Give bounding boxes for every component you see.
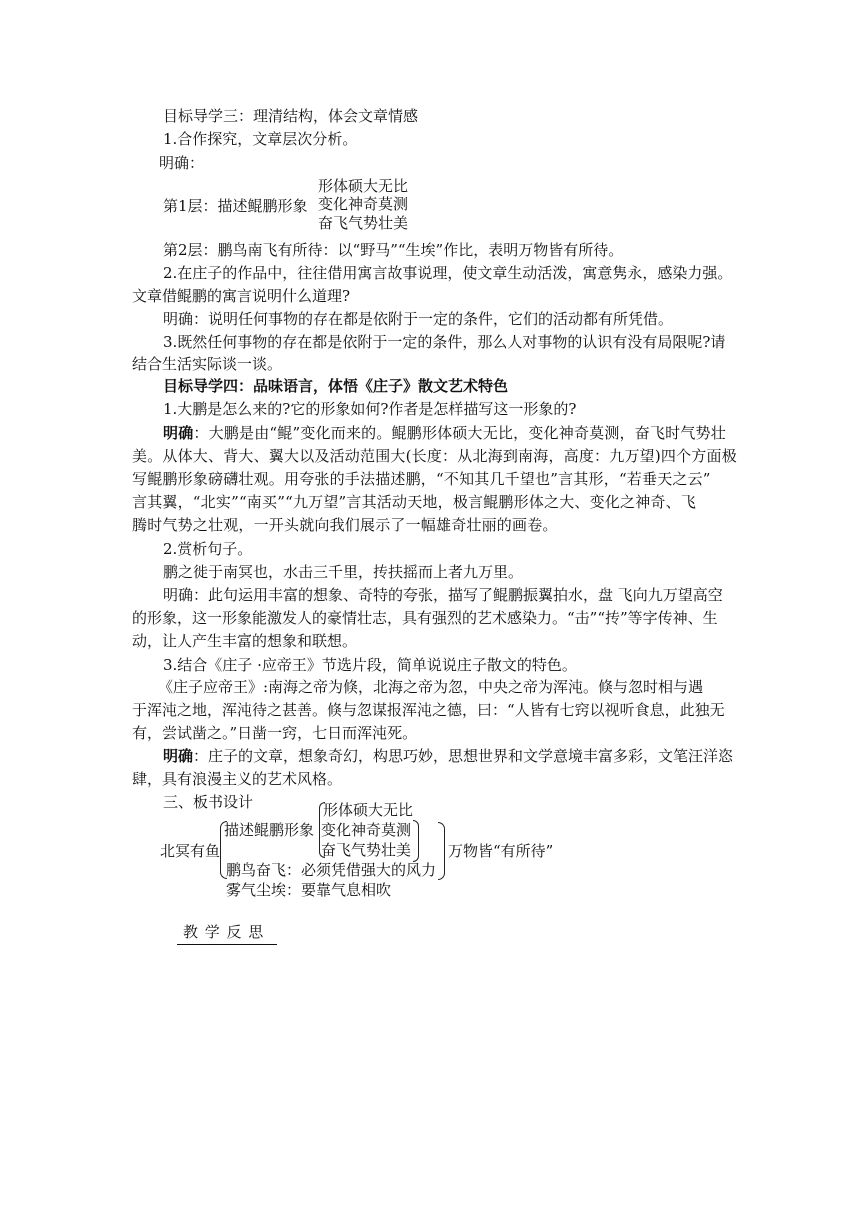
goal3-question-2-line: 2.在庄子的作品中，往往借用寓言故事说理，使文章生动活泼，寓意隽永，感染力强。 bbox=[163, 264, 733, 282]
layer1-label: 第1层：描述鲲鹏形象 bbox=[163, 197, 308, 215]
reflection-underline bbox=[177, 944, 277, 945]
goal3-question-2-line: 文章借鲲鹏的寓言说明什么道理? bbox=[132, 287, 351, 305]
board-conclusion: 万物皆“有所待” bbox=[448, 842, 554, 860]
outer-right-brace bbox=[438, 822, 445, 880]
goal4-answer-1-line bbox=[163, 423, 726, 443]
goal4-answer-3-line bbox=[163, 746, 733, 766]
goal4-answer-1-line: 写鲲鹏形象磅礴壮观。用夸张的手法描述鹏，“不知其几千望也”言其形，“若垂天之云” bbox=[132, 470, 711, 488]
layer1-item: 奋飞气势壮美 bbox=[318, 214, 409, 232]
goal4-answer-2-line: 动，让人产生丰富的想象和联想。 bbox=[132, 632, 358, 650]
goal4-answer-1-line: 言其翼，“北实”“南买”“九万望”言其活动天地，极言鲲鹏形体之大、变化之神奇、飞 bbox=[132, 493, 697, 511]
goal3-ming-label: 明确： bbox=[159, 154, 205, 172]
answer-label: 明确 bbox=[163, 424, 194, 442]
layer2-text: 第2层：鹏鸟南飞有所待：以“野马”“生埃”作比，表明万物皆有所待。 bbox=[163, 241, 624, 259]
zhuangzi-excerpt-line: 于浑沌之地，浑沌待之甚善。倏与忽谋报浑沌之德，曰：“人皆有七窍以视听食息，此独无 bbox=[132, 701, 725, 719]
reflection-heading: 教 学 反 思 bbox=[183, 923, 265, 941]
goal4-answer-2-line: 的形象，这一形象能激发人的豪情壮志，具有强烈的艺术感染力。“击”“抟”等字传神、生 bbox=[132, 609, 718, 627]
zhuangzi-excerpt-line: 《庄子应帝王》:南海之帝为倏，北海之帝为忽，中央之帝为浑沌。倏与忽时相与遇 bbox=[158, 678, 704, 696]
answer-text: ：庄子的文章，想象奇幻，构思巧妙，思想世界和文学意境丰富多彩，文笔汪洋恣 bbox=[193, 747, 734, 765]
board-branch-1-item: 变化神奇莫测 bbox=[321, 821, 412, 839]
goal4-answer-2-line: 明确：此句运用丰富的想象、奇特的夸张，描写了鲲鹏振翼拍水，盘 飞向九万望高空 bbox=[163, 586, 723, 604]
board-branch-1: 描述鲲鹏形象 bbox=[224, 821, 315, 839]
goal4-answer-1-line: 美。从体大、背大、翼大以及活动范围大(长度：从北海到南海，高度：九万望)四个方面极 bbox=[132, 447, 737, 465]
inner-right-brace bbox=[413, 820, 419, 862]
board-heading: 三、板书设计 bbox=[163, 793, 254, 811]
goal3-question-3-line: 3.既然任何事物的存在都是依附于一定的条件，那么人对事物的认识有没有局限呢?请 bbox=[163, 333, 726, 351]
goal4-heading: 目标导学四：品味语言，体悟《庄子》散文艺术特色 bbox=[163, 377, 509, 395]
board-branch-2: 鹏鸟奋飞：必须凭借强大的风力 bbox=[226, 861, 437, 879]
goal3-question-1: 1.合作探究，文章层次分析。 bbox=[163, 130, 358, 148]
goal4-question-2: 2.赏析句子。 bbox=[163, 540, 253, 558]
zhuangzi-excerpt-line: 有，尝试凿之。”日凿一窍，七日而浑沌死。 bbox=[132, 724, 418, 742]
board-branch-3: 雾气尘埃：要靠气息相吹 bbox=[226, 881, 392, 899]
board-branch-1-item: 奋飞气势壮美 bbox=[321, 841, 412, 859]
goal4-answer-3-line: 肆，具有浪漫主义的艺术风格。 bbox=[132, 770, 343, 788]
goal3-answer-2: 明确：说明任何事物的存在都是依附于一定的条件，它们的活动都有所凭借。 bbox=[163, 310, 674, 328]
goal3-heading: 目标导学三：理清结构，体会文章情感 bbox=[163, 107, 419, 125]
goal4-question-2-sentence: 鹏之徙于南冥也，水击三千里，抟扶摇而上者九万里。 bbox=[163, 563, 524, 581]
layer1-item: 变化神奇莫测 bbox=[318, 195, 409, 213]
board-root: 北冥有鱼 bbox=[160, 842, 221, 860]
answer-label: 明确 bbox=[163, 747, 194, 765]
goal4-question-1: 1.大鹏是怎么来的?它的形象如何?作者是怎样描写这一形象的? bbox=[163, 400, 577, 418]
answer-text: ：大鹏是由“鲲”变化而来的。鲲鹏形体硕大无比，变化神奇莫测，奋飞时气势壮 bbox=[193, 424, 726, 442]
goal4-question-3: 3.结合《庄子 ·应帝王》节选片段，简单说说庄子散文的特色。 bbox=[163, 656, 577, 674]
layer1-item: 形体硕大无比 bbox=[318, 177, 409, 195]
goal4-answer-1-line: 腾时气势之壮观，一开头就向我们展示了一幅雄奇壮丽的画卷。 bbox=[132, 516, 558, 534]
board-branch-1-item: 形体硕大无比 bbox=[323, 801, 414, 819]
goal3-question-3-line: 结合生活实际谈一谈。 bbox=[132, 355, 283, 373]
